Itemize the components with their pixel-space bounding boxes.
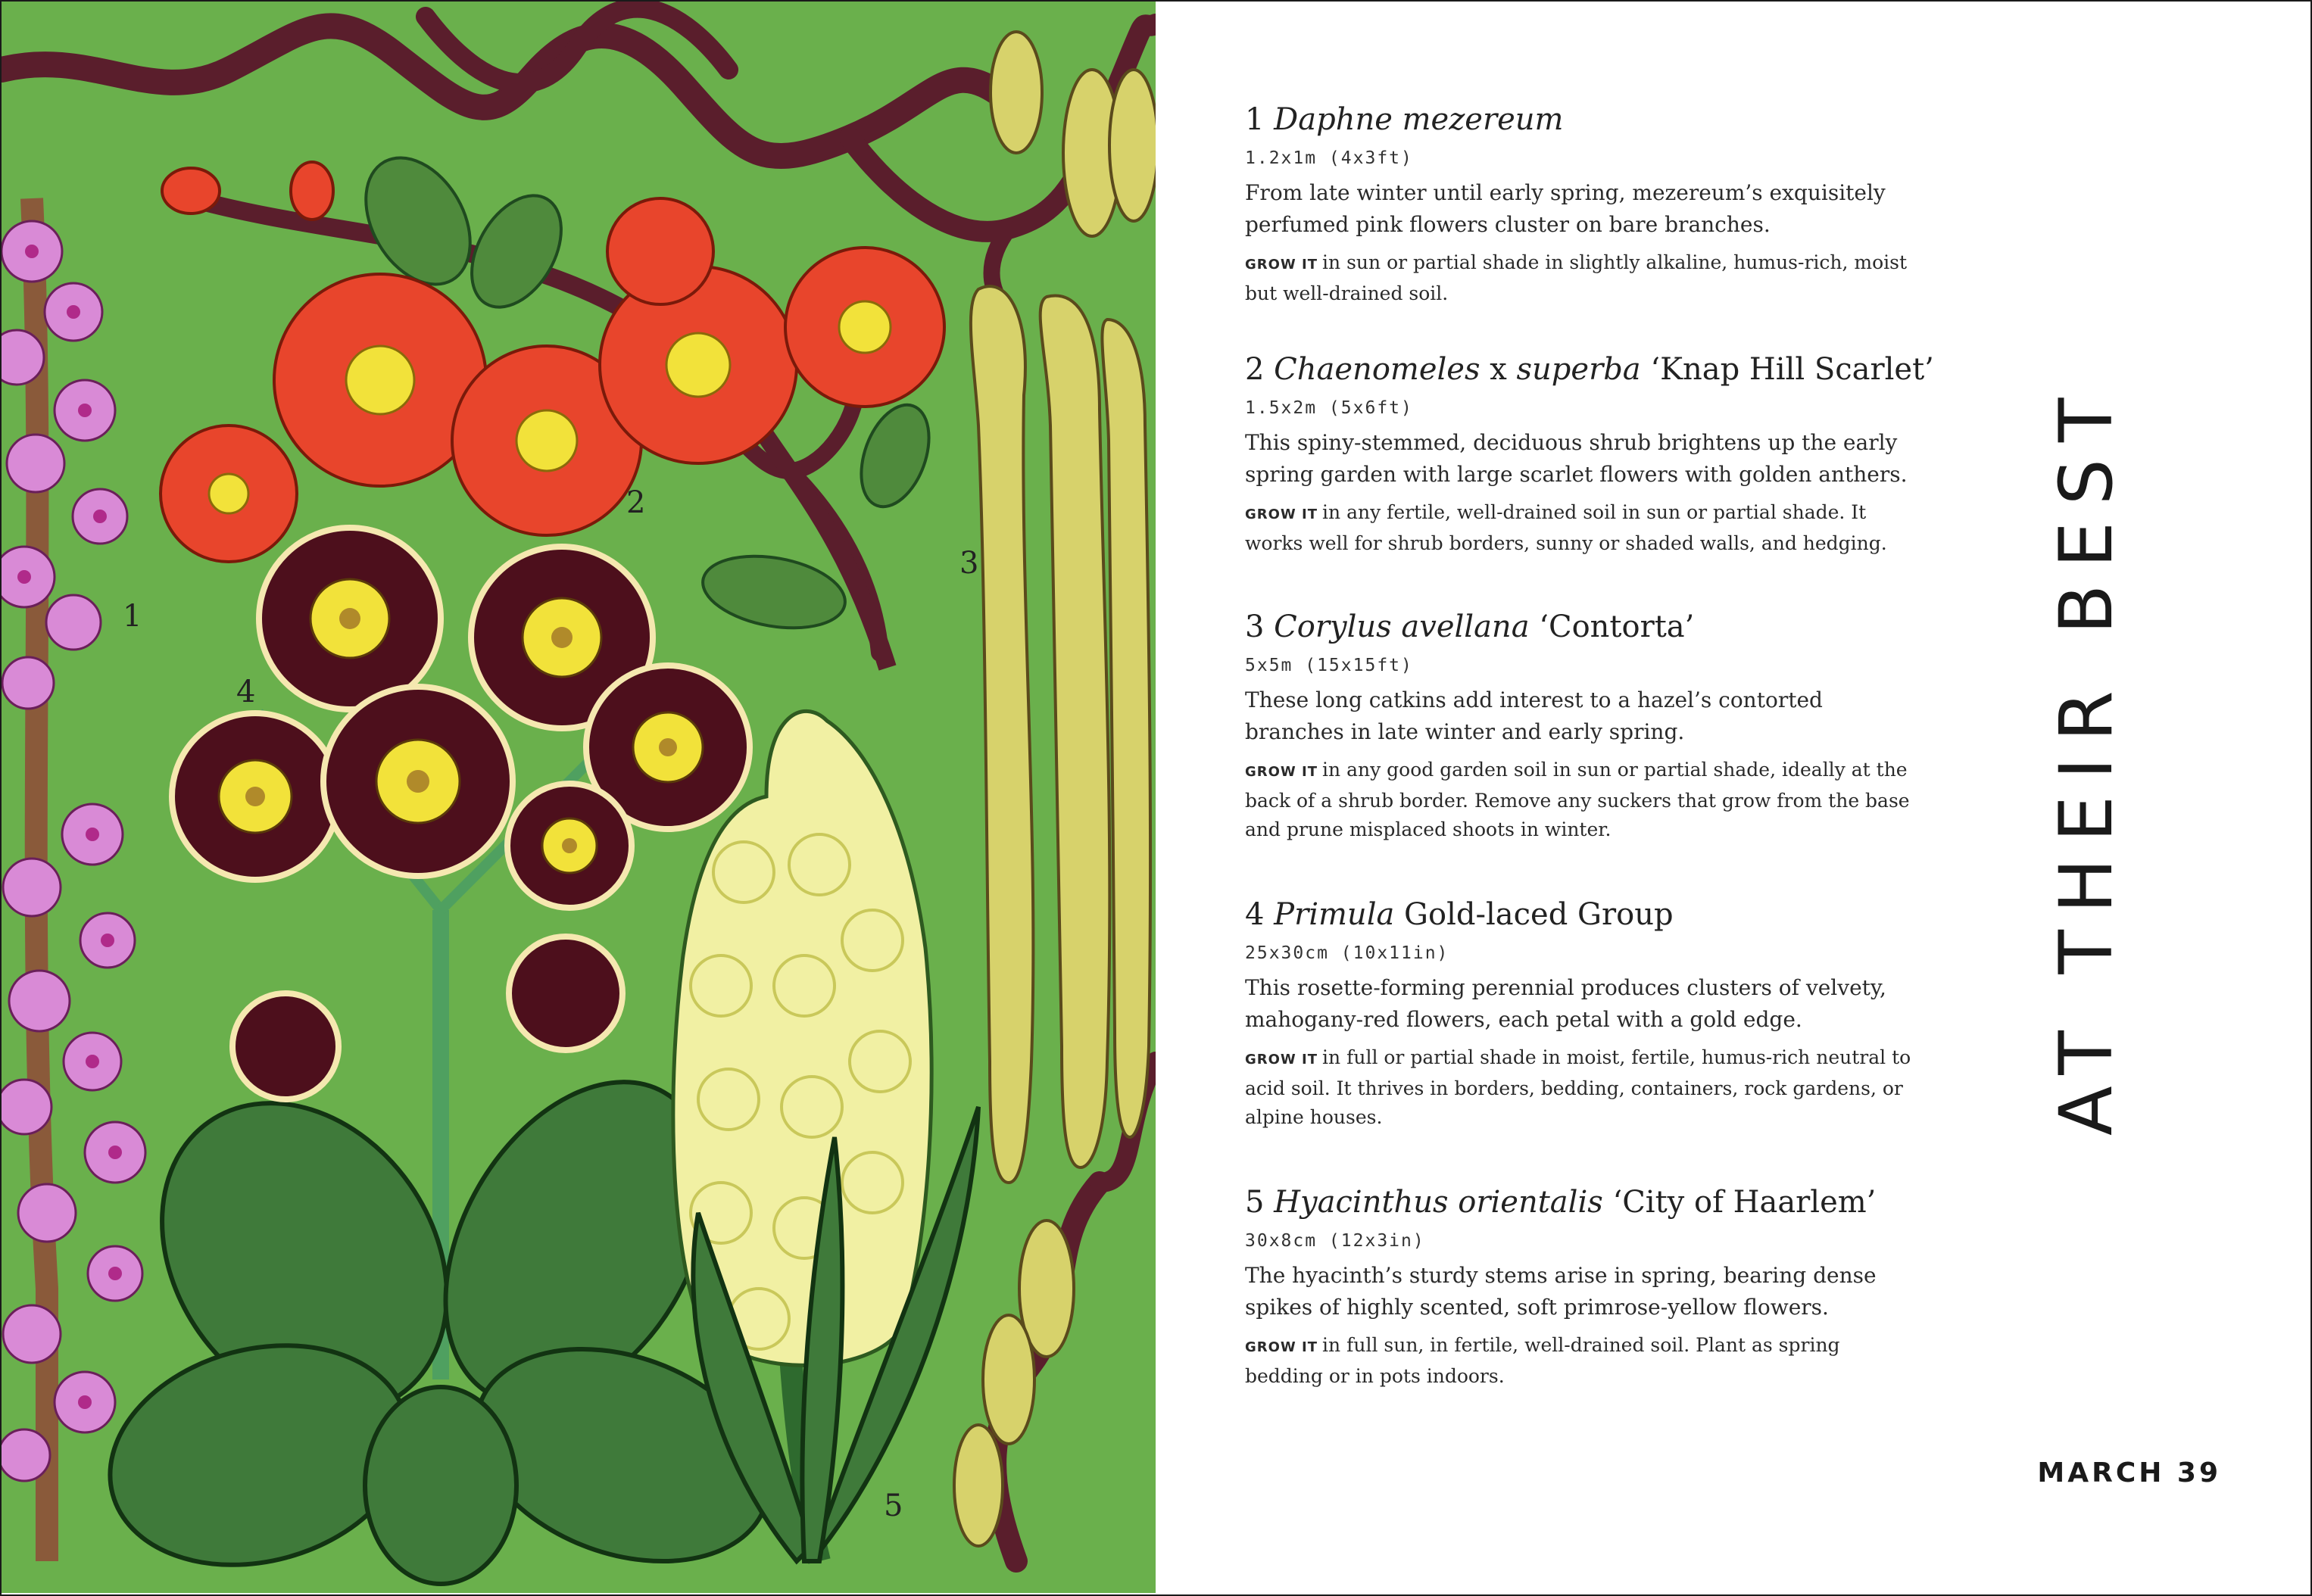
entry-common-name: ‘City of Haarlem’ (1602, 1185, 1877, 1220)
entry-title (1245, 100, 1927, 139)
entry-number: 3 (1245, 609, 1265, 644)
plant-entry (1245, 1183, 1927, 1391)
plant-label-2: 2 (626, 485, 646, 520)
plant-entry (1245, 607, 1927, 844)
botanical-illustration (2, 2, 1156, 1593)
entry-title (1245, 1183, 1927, 1222)
plant-label-5: 5 (884, 1488, 903, 1523)
entry-title (1245, 350, 1934, 389)
entry-description: This spiny-stemmed, deciduous shrub brightens up the early spring garden with large scarlet flowers with golden anthers. (1245, 430, 1908, 487)
entry-latin-name: Chaenomeles (1274, 352, 1480, 387)
plant-label-4: 4 (236, 675, 256, 709)
entry-grow-it (1245, 248, 1911, 308)
entry-size: 5x5m (15x15ft) (1245, 656, 1413, 675)
entry-common-name: ‘Knap Hill Scarlet’ (1640, 352, 1934, 387)
entry-latin-name: Primula (1274, 897, 1395, 932)
grow-it-label: GROW IT (1245, 764, 1318, 780)
side-title: AT THEIR BEST (2044, 381, 2129, 1136)
entry-connector: x (1480, 352, 1517, 387)
grow-it-text: in full sun, in fertile, well-drained soil. Plant as spring bedding or in pots indoors. (1245, 1334, 1840, 1387)
entry-common-name: Gold-laced Group (1394, 897, 1674, 932)
entry-description: This rosette-forming perennial produces clusters of velvety, mahogany-red flowers, each petal with a gold edge. (1245, 975, 1886, 1032)
entry-latin-name: Hyacinthus orientalis (1274, 1185, 1603, 1220)
page-folio: MARCH 39 (2037, 1457, 2221, 1488)
plant-entry (1245, 895, 1927, 1132)
entry-number: 4 (1245, 897, 1265, 932)
entry-title (1245, 607, 1927, 647)
plant-entry (1245, 350, 1934, 558)
entry-title (1245, 895, 1927, 934)
entry-size: 25x30cm (10x11in) (1245, 943, 1449, 963)
entry-number: 5 (1245, 1185, 1265, 1220)
entry-description: From late winter until early spring, mezereum’s exquisitely perfumed pink flowers cluster on bare branches. (1245, 180, 1886, 237)
entry-number: 1 (1245, 102, 1265, 137)
grow-it-text: in any good garden soil in sun or partial shade, ideally at the back of a shrub border. Remove any suckers that grow from the base and prune misplaced shoots in winter. (1245, 759, 1910, 840)
entry-grow-it (1245, 756, 1911, 844)
entry-size: 1.5x2m (5x6ft) (1245, 398, 1413, 418)
plant-label-3: 3 (959, 546, 979, 581)
grow-it-text: in sun or partial shade in slightly alkaline, humus-rich, moist but well-drained soil. (1245, 251, 1908, 304)
entry-description: These long catkins add interest to a hazel’s contorted branches in late winter and early spring. (1245, 687, 1823, 744)
grow-it-label: GROW IT (1245, 507, 1318, 522)
entry-latin-name-2: superba (1516, 352, 1641, 387)
entry-size: 30x8cm (12x3in) (1245, 1231, 1425, 1251)
entry-description: The hyacinth’s sturdy stems arise in spring, bearing dense spikes of highly scented, soft primrose-yellow flowers. (1245, 1263, 1877, 1320)
grow-it-label: GROW IT (1245, 1339, 1318, 1355)
grow-it-label: GROW IT (1245, 257, 1318, 273)
grow-it-text: in full or partial shade in moist, fertile, humus-rich neutral to acid soil. It thrives in borders, bedding, containers, rock gardens, or alpine houses. (1245, 1046, 1911, 1128)
entry-number: 2 (1245, 352, 1265, 387)
illustration-canvas (2, 2, 1156, 1593)
grow-it-text: in any fertile, well-drained soil in sun or partial shade. It works well for shrub borders, sunny or shaded walls, and hedging. (1245, 501, 1887, 554)
entry-common-name: ‘Contorta’ (1529, 609, 1695, 644)
plant-entry (1245, 100, 1927, 308)
entry-grow-it (1245, 1331, 1911, 1391)
grow-it-label: GROW IT (1245, 1052, 1318, 1068)
entry-grow-it (1245, 1043, 1911, 1132)
entry-grow-it (1245, 498, 1911, 558)
plant-label-1: 1 (123, 599, 142, 634)
entry-size: 1.2x1m (4x3ft) (1245, 148, 1413, 168)
entry-latin-name: Daphne mezereum (1274, 102, 1564, 137)
entry-latin-name: Corylus avellana (1274, 609, 1530, 644)
